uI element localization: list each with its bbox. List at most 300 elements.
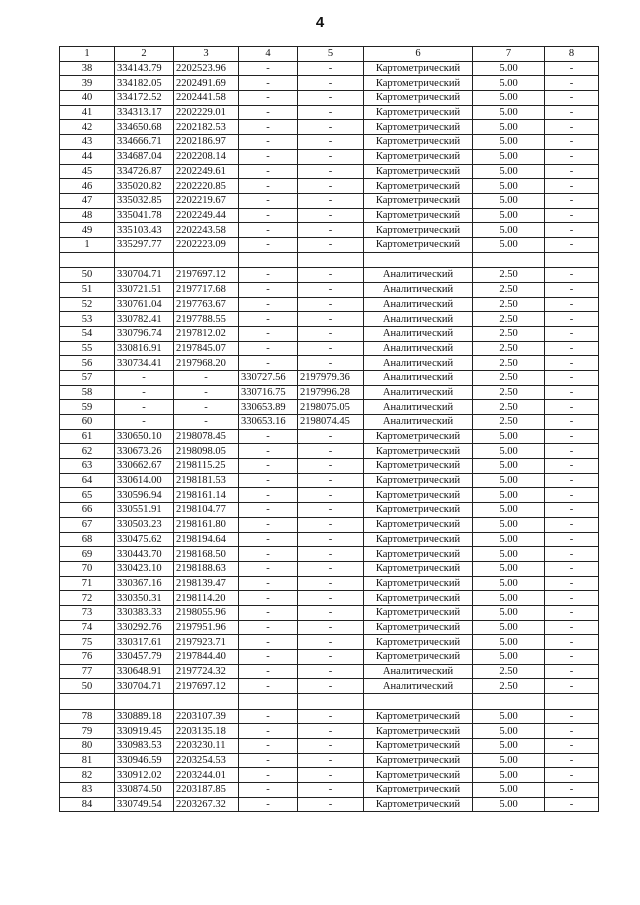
cell-y-coordinate: 2198181.53 [174,473,239,488]
cell-method: Аналитический [364,415,473,430]
cell-x-coordinate: 330475.62 [115,532,174,547]
cell-point-number: 64 [60,473,115,488]
cell-point-number: 59 [60,400,115,415]
table-row [60,444,599,459]
cell-point-number: 70 [60,561,115,576]
cell-point-number: 72 [60,591,115,606]
cell-x-coordinate-alt: - [239,164,298,179]
cell-note: - [545,709,599,724]
cell-method [364,252,473,268]
cell-point-number: 69 [60,547,115,562]
cell-accuracy: 5.00 [473,120,545,135]
cell-x-coordinate-alt: - [239,561,298,576]
cell-note: - [545,341,599,356]
cell-accuracy: 2.50 [473,341,545,356]
cell-accuracy: 5.00 [473,193,545,208]
cell-y-coordinate-alt: 2197979.36 [298,370,364,385]
column-header: 6 [364,47,473,62]
cell-y-coordinate-alt: - [298,576,364,591]
table-row [60,635,599,650]
cell-accuracy: 2.50 [473,312,545,327]
cell-method: Картометрический [364,605,473,620]
cell-method: Картометрический [364,237,473,252]
cell-note: - [545,488,599,503]
cell-point-number: 41 [60,105,115,120]
cell-point-number: 81 [60,753,115,768]
cell-point-number: 67 [60,517,115,532]
table-row [60,164,599,179]
table-row [60,488,599,503]
cell-point-number: 76 [60,650,115,665]
cell-x-coordinate [115,694,174,710]
table-row [60,459,599,474]
column-header: 5 [298,47,364,62]
cell-note: - [545,237,599,252]
cell-y-coordinate-alt: - [298,76,364,91]
cell-y-coordinate [174,694,239,710]
cell-accuracy: 5.00 [473,635,545,650]
cell-method: Аналитический [364,664,473,679]
cell-note: - [545,650,599,665]
cell-y-coordinate: 2198188.63 [174,561,239,576]
cell-accuracy: 2.50 [473,297,545,312]
cell-note: - [545,164,599,179]
cell-y-coordinate-alt: - [298,326,364,341]
cell-y-coordinate-alt: - [298,503,364,518]
cell-accuracy: 5.00 [473,429,545,444]
cell-method: Аналитический [364,679,473,694]
table-row [60,297,599,312]
cell-x-coordinate: 334313.17 [115,105,174,120]
cell-note: - [545,783,599,798]
cell-point-number: 55 [60,341,115,356]
table-row [60,620,599,635]
cell-x-coordinate-alt: - [239,356,298,371]
cell-x-coordinate: 330673.26 [115,444,174,459]
cell-accuracy: 2.50 [473,326,545,341]
cell-x-coordinate: 330874.50 [115,783,174,798]
table-row [60,532,599,547]
cell-accuracy: 5.00 [473,650,545,665]
cell-x-coordinate-alt: - [239,664,298,679]
cell-x-coordinate-alt [239,252,298,268]
cell-note: - [545,664,599,679]
cell-note: - [545,503,599,518]
cell-x-coordinate-alt: 330716.75 [239,385,298,400]
cell-note: - [545,135,599,150]
cell-x-coordinate: 330919.45 [115,724,174,739]
cell-method: Картометрический [364,797,473,812]
cell-x-coordinate: 330983.53 [115,738,174,753]
cell-method: Картометрический [364,61,473,76]
cell-note [545,694,599,710]
cell-point-number: 49 [60,223,115,238]
cell-y-coordinate-alt: - [298,620,364,635]
column-header: 8 [545,47,599,62]
cell-point-number: 75 [60,635,115,650]
cell-x-coordinate-alt: - [239,326,298,341]
cell-y-coordinate-alt: - [298,517,364,532]
table-row [60,679,599,694]
cell-x-coordinate: 330443.70 [115,547,174,562]
cell-y-coordinate-alt: - [298,164,364,179]
cell-y-coordinate: 2197788.55 [174,312,239,327]
cell-x-coordinate-alt: - [239,444,298,459]
cell-accuracy: 5.00 [473,473,545,488]
cell-point-number: 61 [60,429,115,444]
cell-x-coordinate-alt: - [239,282,298,297]
table-row [60,768,599,783]
cell-method: Картометрический [364,783,473,798]
cell-y-coordinate: 2202208.14 [174,149,239,164]
table-row [60,783,599,798]
cell-y-coordinate-alt: - [298,473,364,488]
cell-y-coordinate-alt: - [298,135,364,150]
cell-x-coordinate: 330457.79 [115,650,174,665]
cell-x-coordinate: 330734.41 [115,356,174,371]
cell-x-coordinate: 330721.51 [115,282,174,297]
table-row [60,503,599,518]
table-row [60,61,599,76]
cell-x-coordinate-alt: - [239,341,298,356]
cell-y-coordinate: 2203254.53 [174,753,239,768]
cell-method: Картометрический [364,135,473,150]
cell-y-coordinate: 2202249.61 [174,164,239,179]
cell-point-number: 78 [60,709,115,724]
cell-x-coordinate: 330704.71 [115,268,174,283]
cell-x-coordinate-alt: - [239,429,298,444]
cell-y-coordinate-alt: - [298,650,364,665]
cell-method: Картометрический [364,76,473,91]
cell-x-coordinate-alt: - [239,724,298,739]
cell-x-coordinate-alt: - [239,459,298,474]
cell-note [545,252,599,268]
cell-x-coordinate: 330650.10 [115,429,174,444]
cell-method: Аналитический [364,385,473,400]
cell-y-coordinate: 2202186.97 [174,135,239,150]
cell-y-coordinate-alt: - [298,208,364,223]
cell-y-coordinate-alt: - [298,664,364,679]
cell-y-coordinate: 2198168.50 [174,547,239,562]
cell-y-coordinate: 2197968.20 [174,356,239,371]
cell-accuracy: 2.50 [473,356,545,371]
cell-point-number: 66 [60,503,115,518]
cell-method: Картометрический [364,503,473,518]
cell-point-number: 57 [60,370,115,385]
cell-x-coordinate-alt: - [239,488,298,503]
table-row [60,149,599,164]
cell-x-coordinate-alt: - [239,517,298,532]
cell-point-number: 40 [60,91,115,106]
cell-note: - [545,91,599,106]
cell-x-coordinate: 330423.10 [115,561,174,576]
cell-point-number: 50 [60,268,115,283]
cell-method: Картометрический [364,547,473,562]
cell-note: - [545,149,599,164]
cell-accuracy: 5.00 [473,709,545,724]
cell-accuracy: 5.00 [473,768,545,783]
cell-accuracy: 5.00 [473,444,545,459]
cell-method: Аналитический [364,370,473,385]
cell-y-coordinate: 2198115.25 [174,459,239,474]
table-row [60,738,599,753]
cell-note: - [545,370,599,385]
cell-method: Картометрический [364,576,473,591]
cell-point-number: 47 [60,193,115,208]
table-row [60,650,599,665]
cell-accuracy: 5.00 [473,105,545,120]
cell-note: - [545,620,599,635]
cell-x-coordinate: 330350.31 [115,591,174,606]
cell-x-coordinate: 330383.33 [115,605,174,620]
cell-y-coordinate: - [174,400,239,415]
cell-method: Картометрический [364,561,473,576]
cell-note: - [545,473,599,488]
cell-y-coordinate-alt: 2198074.45 [298,415,364,430]
cell-y-coordinate-alt: - [298,753,364,768]
cell-y-coordinate-alt: - [298,679,364,694]
cell-note: - [545,282,599,297]
cell-method: Картометрический [364,105,473,120]
cell-note: - [545,768,599,783]
cell-x-coordinate-alt: - [239,753,298,768]
cell-y-coordinate-alt: - [298,561,364,576]
cell-method: Картометрический [364,724,473,739]
cell-point-number [60,252,115,268]
cell-y-coordinate-alt: - [298,635,364,650]
cell-x-coordinate-alt: - [239,679,298,694]
table-row [60,282,599,297]
cell-point-number: 45 [60,164,115,179]
column-header: 2 [115,47,174,62]
table-row [60,473,599,488]
cell-note: - [545,797,599,812]
column-header: 7 [473,47,545,62]
column-header: 1 [60,47,115,62]
cell-x-coordinate: 330503.23 [115,517,174,532]
cell-accuracy: 5.00 [473,783,545,798]
cell-y-coordinate-alt: - [298,429,364,444]
cell-x-coordinate-alt: - [239,605,298,620]
cell-y-coordinate-alt: - [298,356,364,371]
cell-accuracy: 2.50 [473,282,545,297]
cell-y-coordinate: 2198078.45 [174,429,239,444]
cell-note: - [545,223,599,238]
table-row [60,576,599,591]
cell-y-coordinate-alt [298,252,364,268]
cell-accuracy: 2.50 [473,679,545,694]
table-row [60,193,599,208]
cell-x-coordinate: 334666.71 [115,135,174,150]
cell-accuracy: 5.00 [473,61,545,76]
cell-point-number: 38 [60,61,115,76]
cell-method: Аналитический [364,282,473,297]
cell-y-coordinate: 2202229.01 [174,105,239,120]
cell-accuracy: 5.00 [473,208,545,223]
table-row [60,415,599,430]
table-row [60,341,599,356]
cell-y-coordinate: 2198161.14 [174,488,239,503]
cell-note: - [545,576,599,591]
cell-y-coordinate: 2198161.80 [174,517,239,532]
cell-point-number: 1 [60,237,115,252]
cell-y-coordinate: 2203244.01 [174,768,239,783]
cell-accuracy [473,694,545,710]
cell-y-coordinate: 2198055.96 [174,605,239,620]
cell-note: - [545,326,599,341]
cell-accuracy: 5.00 [473,135,545,150]
cell-note: - [545,429,599,444]
cell-accuracy: 5.00 [473,591,545,606]
cell-x-coordinate: 330912.02 [115,768,174,783]
cell-y-coordinate-alt: - [298,532,364,547]
cell-method: Картометрический [364,223,473,238]
cell-y-coordinate-alt: - [298,768,364,783]
table-row [60,591,599,606]
cell-note: - [545,724,599,739]
cell-y-coordinate: 2197724.32 [174,664,239,679]
cell-x-coordinate: 330367.16 [115,576,174,591]
cell-y-coordinate: 2197923.71 [174,635,239,650]
cell-point-number: 79 [60,724,115,739]
cell-y-coordinate: 2203187.85 [174,783,239,798]
cell-x-coordinate-alt: - [239,193,298,208]
cell-y-coordinate: 2197763.67 [174,297,239,312]
cell-point-number: 68 [60,532,115,547]
cell-y-coordinate-alt: - [298,61,364,76]
cell-accuracy: 2.50 [473,370,545,385]
cell-y-coordinate: 2197951.96 [174,620,239,635]
cell-y-coordinate: 2202182.53 [174,120,239,135]
table-separator-row [60,694,599,710]
cell-y-coordinate-alt: - [298,223,364,238]
cell-note: - [545,415,599,430]
table-separator-row [60,252,599,268]
cell-point-number: 46 [60,179,115,194]
table-row [60,429,599,444]
cell-x-coordinate-alt: - [239,783,298,798]
cell-x-coordinate-alt: - [239,120,298,135]
table-row [60,237,599,252]
cell-note: - [545,753,599,768]
cell-x-coordinate: - [115,415,174,430]
cell-x-coordinate [115,252,174,268]
cell-y-coordinate: 2198098.05 [174,444,239,459]
cell-note: - [545,561,599,576]
cell-x-coordinate: 335103.43 [115,223,174,238]
cell-y-coordinate [174,252,239,268]
table-row [60,326,599,341]
cell-point-number: 73 [60,605,115,620]
cell-accuracy: 5.00 [473,179,545,194]
cell-x-coordinate: 330317.61 [115,635,174,650]
cell-note: - [545,312,599,327]
cell-accuracy: 5.00 [473,561,545,576]
cell-note: - [545,193,599,208]
cell-y-coordinate-alt: - [298,268,364,283]
table-row [60,724,599,739]
cell-note: - [545,532,599,547]
cell-method: Картометрический [364,620,473,635]
cell-accuracy: 5.00 [473,753,545,768]
cell-method: Картометрический [364,635,473,650]
table-row [60,91,599,106]
cell-point-number: 84 [60,797,115,812]
cell-x-coordinate-alt: - [239,532,298,547]
cell-accuracy: 2.50 [473,664,545,679]
cell-method: Картометрический [364,164,473,179]
cell-y-coordinate: 2202219.67 [174,193,239,208]
cell-accuracy: 5.00 [473,547,545,562]
cell-y-coordinate: 2197844.40 [174,650,239,665]
cell-accuracy: 5.00 [473,797,545,812]
cell-accuracy: 5.00 [473,503,545,518]
cell-x-coordinate: 334650.68 [115,120,174,135]
cell-point-number: 63 [60,459,115,474]
cell-note: - [545,208,599,223]
cell-x-coordinate-alt: - [239,268,298,283]
cell-x-coordinate: 330551.91 [115,503,174,518]
cell-y-coordinate: - [174,370,239,385]
cell-x-coordinate: - [115,370,174,385]
cell-x-coordinate: 335032.85 [115,193,174,208]
cell-x-coordinate-alt: - [239,237,298,252]
cell-y-coordinate-alt: - [298,105,364,120]
cell-x-coordinate-alt: - [239,223,298,238]
table-row [60,385,599,400]
cell-point-number: 80 [60,738,115,753]
cell-point-number: 44 [60,149,115,164]
cell-y-coordinate-alt: - [298,797,364,812]
cell-x-coordinate: 330761.04 [115,297,174,312]
cell-accuracy: 2.50 [473,415,545,430]
cell-y-coordinate-alt: - [298,444,364,459]
cell-method: Картометрический [364,768,473,783]
cell-x-coordinate-alt: - [239,61,298,76]
cell-point-number: 42 [60,120,115,135]
table-row [60,547,599,562]
cell-note: - [545,738,599,753]
cell-accuracy: 5.00 [473,164,545,179]
cell-x-coordinate-alt: - [239,797,298,812]
cell-y-coordinate-alt: - [298,547,364,562]
cell-y-coordinate-alt: - [298,459,364,474]
cell-note: - [545,591,599,606]
coordinates-table [59,46,599,812]
cell-accuracy: 5.00 [473,605,545,620]
cell-method: Картометрический [364,179,473,194]
cell-x-coordinate: 334143.79 [115,61,174,76]
table-row [60,605,599,620]
cell-y-coordinate-alt: - [298,282,364,297]
cell-y-coordinate: 2202220.85 [174,179,239,194]
cell-note: - [545,105,599,120]
cell-y-coordinate: - [174,415,239,430]
cell-note: - [545,268,599,283]
cell-x-coordinate: 335020.82 [115,179,174,194]
cell-y-coordinate: - [174,385,239,400]
cell-accuracy: 2.50 [473,400,545,415]
cell-x-coordinate-alt: - [239,503,298,518]
cell-y-coordinate-alt: - [298,179,364,194]
table-row [60,797,599,812]
cell-x-coordinate: 334172.52 [115,91,174,106]
cell-y-coordinate-alt: - [298,341,364,356]
cell-point-number: 83 [60,783,115,798]
cell-note: - [545,385,599,400]
cell-note: - [545,547,599,562]
cell-x-coordinate: - [115,385,174,400]
